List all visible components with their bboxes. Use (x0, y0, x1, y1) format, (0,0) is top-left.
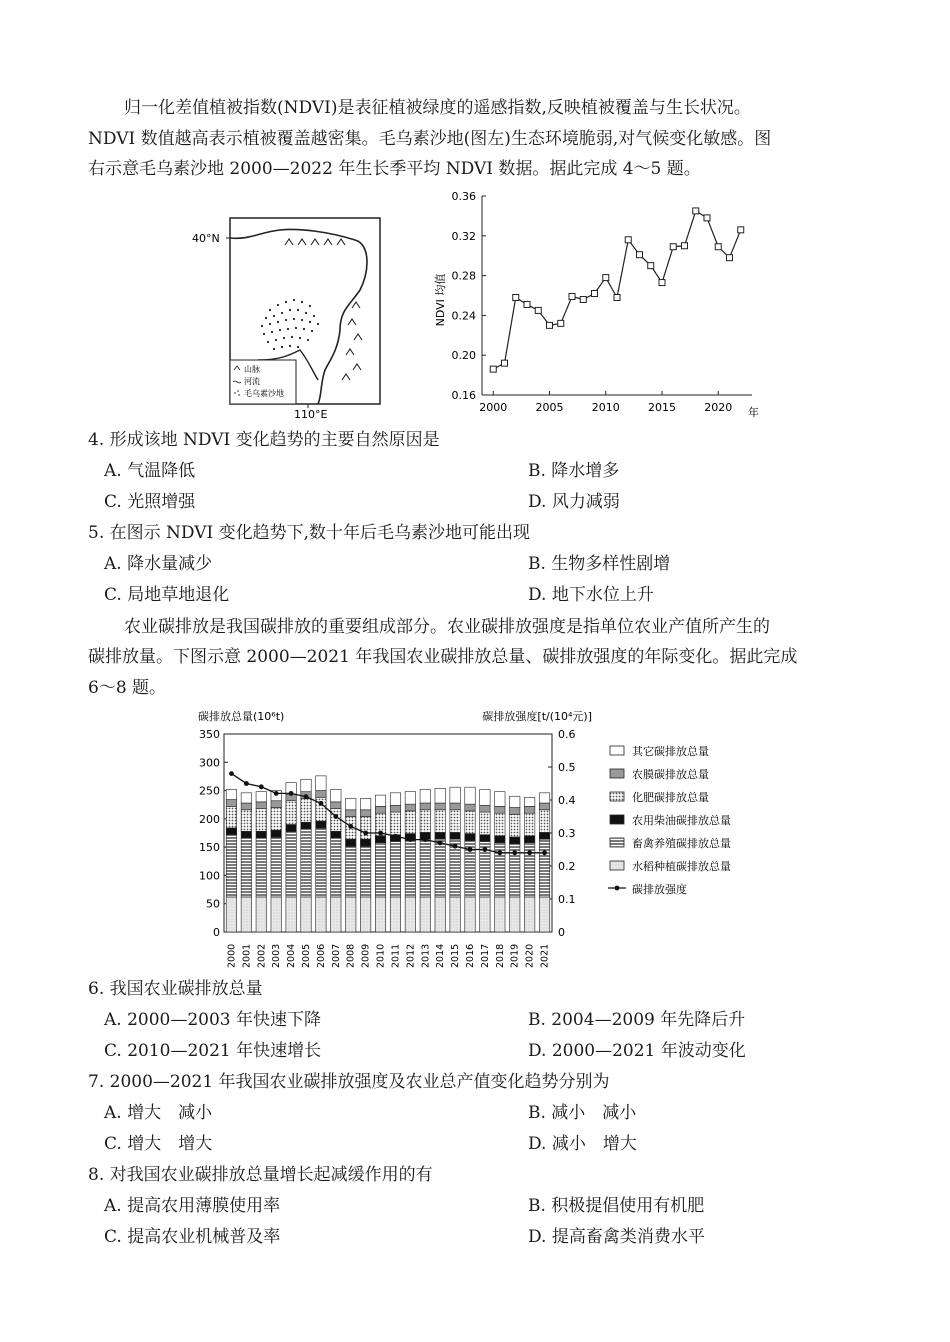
carbon-bar-segment (286, 825, 296, 832)
ndvi-point (580, 296, 586, 302)
carbon-intensity-point (274, 791, 279, 796)
carbon-xtick-label: 2021 (539, 943, 551, 968)
carbon-bar-segment (420, 810, 430, 833)
carbon-intensity-point (483, 847, 488, 852)
carbon-bar-segment (226, 800, 236, 807)
q8-stem: 8. 对我国农业碳排放总量增长起减缓作用的有 (88, 1165, 433, 1185)
carbon-intensity-point (408, 837, 413, 842)
carbon-bar-segment (331, 897, 341, 932)
carbon-bar-segment (510, 837, 520, 844)
carbon-bar-segment (301, 897, 311, 932)
carbon-legend-marker (615, 886, 620, 891)
carbon-bar-segment (226, 806, 236, 827)
carbon-xtick-label: 2019 (509, 943, 521, 968)
ndvi-xtick-label: 2015 (648, 401, 676, 414)
carbon-bar-segment (480, 897, 490, 932)
carbon-bar-segment (539, 810, 549, 833)
carbon-bar-segment (524, 897, 534, 932)
carbon-left-tick-label: 250 (199, 784, 220, 798)
carbon-bar-segment (331, 789, 341, 801)
ndvi-ylabel: NDVI 均值 (434, 273, 447, 327)
carbon-bar-segment (241, 831, 251, 838)
carbon-bar-segment (450, 897, 460, 932)
carbon-bar-segment (390, 812, 400, 835)
intro2-line-1: 农业碳排放是我国碳排放的重要组成部分。农业碳排放强度是指单位农业产值所产生的 (124, 617, 770, 637)
ndvi-point (569, 293, 575, 299)
carbon-bar-segment (524, 806, 534, 813)
carbon-bar-segment (480, 812, 490, 835)
carbon-bar-segment (256, 802, 266, 809)
carbon-xtick-label: 2014 (435, 943, 447, 968)
q4-option-d[interactable]: D. 风力减弱 (528, 492, 620, 512)
q7-option-d[interactable]: D. 减小 增大 (528, 1134, 637, 1154)
carbon-bar-segment (405, 897, 415, 932)
ndvi-point (704, 215, 710, 221)
carbon-bar-segment (331, 831, 341, 838)
ndvi-ytick-label: 0.24 (451, 309, 476, 323)
q5-option-c[interactable]: C. 局地草地退化 (104, 585, 230, 605)
carbon-xtick-label: 2002 (256, 943, 268, 968)
carbon-xtick-label: 2005 (301, 943, 312, 968)
carbon-bar-segment (420, 789, 430, 803)
carbon-bar-segment (390, 805, 400, 812)
carbon-bar-segment (316, 776, 326, 791)
carbon-bar-segment (241, 803, 251, 810)
carbon-bar-segment (435, 839, 445, 897)
ndvi-point (524, 301, 530, 307)
q7-option-a[interactable]: A. 增大 减小 (104, 1103, 213, 1123)
ndvi-series-line (493, 211, 741, 369)
carbon-bar-segment (346, 897, 356, 932)
carbon-xtick-label: 2000 (226, 943, 238, 968)
carbon-bar-segment (316, 821, 326, 828)
intro2-line-2: 碳排放量。下图示意 2000—2021 年我国农业碳排放总量、碳排放强度的年际变化。据此完成 (88, 647, 798, 667)
carbon-xtick-label: 2006 (315, 943, 327, 968)
carbon-legend-swatch (610, 792, 624, 801)
ndvi-ytick-label: 0.28 (451, 269, 476, 283)
carbon-bar-segment (435, 810, 445, 833)
carbon-bar-segment (390, 793, 400, 805)
carbon-bar-segment (360, 817, 370, 840)
carbon-bar-segment (301, 779, 311, 791)
carbon-right-tick-label: 0.6 (558, 728, 576, 741)
q5-option-d[interactable]: D. 地下水位上升 (528, 585, 654, 605)
q7-option-c[interactable]: C. 增大 增大 (104, 1134, 213, 1154)
carbon-bar-segment (405, 792, 415, 804)
carbon-xtick-label: 2017 (479, 943, 491, 968)
carbon-legend-swatch (610, 861, 624, 870)
carbon-bar-segment (420, 897, 430, 932)
carbon-bar-segment (450, 832, 460, 839)
ndvi-point (715, 244, 721, 250)
ndvi-point (625, 237, 631, 243)
q7-option-b[interactable]: B. 减小 减小 (528, 1103, 637, 1123)
carbon-legend-swatch (610, 838, 624, 847)
carbon-bar-segment (346, 810, 356, 817)
carbon-bar-segment (480, 805, 490, 812)
carbon-bar-segment (286, 801, 296, 825)
carbon-bar-segment (495, 813, 505, 836)
ndvi-xtick-label: 2000 (479, 401, 508, 414)
carbon-bar-segment (539, 803, 549, 810)
intro2-line-3: 6～8 题。 (88, 678, 167, 698)
carbon-bar-segment (435, 803, 445, 810)
carbon-bar-segment (539, 832, 549, 839)
carbon-bar-segment (316, 791, 326, 798)
intro-line-1: 归一化差值植被指数(NDVI)是表征植被绿度的遥感指数,反映植被覆盖与生长状况。 (124, 98, 751, 118)
carbon-left-tick-label: 300 (199, 756, 220, 770)
carbon-bar-segment (375, 836, 385, 843)
carbon-right-tick-label: 0.2 (558, 860, 576, 873)
carbon-left-axis-title: 碳排放总量(10⁶t) (198, 710, 285, 723)
carbon-xtick-label: 2009 (360, 943, 372, 968)
q8-option-a[interactable]: A. 提高农用薄膜使用率 (104, 1196, 281, 1216)
carbon-bar-segment (420, 803, 430, 810)
carbon-left-tick-label: 50 (206, 897, 220, 911)
carbon-left-tick-label: 350 (199, 728, 220, 741)
carbon-bar-segment (360, 897, 370, 932)
carbon-bar-segment (495, 897, 505, 932)
carbon-bar-segment (256, 838, 266, 897)
carbon-legend-label: 其它碳排放总量 (632, 745, 709, 758)
carbon-bar-segment (390, 897, 400, 932)
ndvi-point (513, 294, 519, 300)
carbon-bar-segment (256, 897, 266, 932)
carbon-left-tick-label: 200 (199, 812, 220, 826)
intro-line-2: NDVI 数值越高表示植被覆盖越密集。毛乌素沙地(图左)生态环境脆弱,对气候变化敏感。图 (88, 129, 772, 149)
carbon-bar-segment (256, 831, 266, 838)
carbon-intensity-point (423, 837, 428, 842)
ndvi-ytick-label: 0.16 (451, 389, 476, 402)
ndvi-line-chart (430, 188, 760, 420)
carbon-bar-segment (495, 806, 505, 813)
carbon-intensity-point (348, 824, 353, 829)
carbon-right-tick-label: 0.5 (558, 761, 576, 774)
carbon-left-tick-label: 100 (199, 869, 220, 883)
carbon-xtick-label: 2013 (420, 943, 432, 968)
legend-river: 河流 (244, 377, 260, 386)
carbon-bar-segment (241, 897, 251, 932)
ndvi-point (558, 320, 564, 326)
q6-option-a[interactable]: A. 2000—2003 年快速下降 (104, 1010, 322, 1030)
carbon-legend-label: 畜禽养殖碳排放总量 (632, 837, 731, 850)
carbon-bar-segment (331, 838, 341, 897)
lon-label: 110°E (294, 408, 328, 420)
carbon-legend-label: 农用柴油碳排放总量 (632, 814, 731, 827)
carbon-bar-segment (539, 897, 549, 932)
carbon-xtick-label: 2020 (524, 943, 536, 968)
carbon-bar-segment (301, 798, 311, 822)
carbon-bar-segment (271, 801, 281, 808)
carbon-bar-segment (465, 897, 475, 932)
carbon-left-tick-label: 0 (213, 926, 220, 939)
carbon-bar-segment (346, 798, 356, 809)
carbon-bar-segment (360, 846, 370, 897)
carbon-bar-segment (271, 830, 281, 837)
carbon-bar-segment (465, 804, 475, 811)
carbon-bar-segment (465, 787, 475, 804)
carbon-right-tick-label: 0.4 (558, 794, 576, 807)
carbon-intensity-point (542, 850, 547, 855)
carbon-bar-segment (480, 835, 490, 842)
carbon-right-tick-label: 0.3 (558, 827, 576, 840)
intro-line-3: 右示意毛乌素沙地 2000—2022 年生长季平均 NDVI 数据。据此完成 4～5 题。 (88, 159, 701, 179)
carbon-bar-segment (375, 843, 385, 897)
carbon-xtick-label: 2018 (494, 943, 506, 968)
ndvi-point (614, 294, 620, 300)
ndvi-point (535, 307, 541, 313)
carbon-bar-segment (465, 811, 475, 834)
carbon-bar-segment (405, 811, 415, 834)
sandland-dots (261, 299, 319, 350)
ndvi-point (592, 291, 598, 297)
carbon-bar-segment (241, 810, 251, 831)
ndvi-point (670, 244, 676, 250)
carbon-bar-segment (331, 802, 341, 809)
carbon-legend-swatch (610, 769, 624, 778)
carbon-bar-segment (450, 803, 460, 810)
carbon-bar-segment (286, 897, 296, 932)
carbon-intensity-point (244, 781, 249, 786)
carbon-right-tick-label: 0 (558, 926, 565, 939)
carbon-legend-swatch (610, 746, 624, 755)
carbon-bar-segment (226, 835, 236, 897)
q6-option-d[interactable]: D. 2000—2021 年波动变化 (528, 1041, 746, 1061)
ndvi-point (547, 322, 553, 328)
carbon-intensity-point (304, 794, 309, 799)
carbon-bar-segment (405, 840, 415, 897)
carbon-intensity-point (453, 844, 458, 849)
carbon-xtick-label: 2007 (330, 943, 342, 968)
carbon-bar-segment (375, 795, 385, 806)
carbon-legend-label: 农膜碳排放总量 (632, 768, 709, 781)
legend-mountain: 山脉 (244, 365, 260, 374)
carbon-intensity-point (512, 850, 517, 855)
carbon-bar-segment (346, 839, 356, 846)
q4-option-b[interactable]: B. 降水增多 (528, 461, 620, 481)
carbon-intensity-point (378, 831, 383, 836)
carbon-bar-segment (510, 796, 520, 807)
carbon-xtick-label: 2015 (450, 943, 462, 968)
carbon-bar-segment (524, 836, 534, 843)
legend-sandland: 毛乌素沙地 (244, 389, 284, 398)
carbon-bar-segment (301, 822, 311, 829)
carbon-bar-segment (480, 789, 490, 805)
carbon-bar-segment (360, 839, 370, 846)
ndvi-xtick-label: 2020 (704, 401, 733, 414)
ndvi-point (659, 280, 665, 286)
carbon-bar-segment (495, 792, 505, 807)
carbon-intensity-point (259, 784, 264, 789)
carbon-legend-label: 水稻种植碳排放总量 (632, 860, 731, 873)
carbon-bar-segment (301, 829, 311, 897)
carbon-emission-chart (180, 702, 780, 970)
carbon-intensity-point (319, 801, 324, 806)
ndvi-xtick-label: 2010 (591, 401, 620, 414)
carbon-intensity-point (289, 791, 294, 796)
carbon-bar-segment (331, 809, 341, 832)
carbon-bar-segment (360, 810, 370, 817)
carbon-bar-segment (271, 837, 281, 897)
ndvi-point (738, 227, 744, 233)
carbon-bar-segment (524, 813, 534, 836)
q7-stem: 7. 2000—2021 年我国农业碳排放强度及农业总产值变化趋势分别为 (88, 1072, 610, 1092)
ndvi-xtick-label: 2005 (535, 401, 564, 414)
q5-stem: 5. 在图示 NDVI 变化趋势下,数十年后毛乌素沙地可能出现 (88, 523, 531, 543)
carbon-bar-segment (450, 810, 460, 833)
carbon-bar-segment (226, 897, 236, 932)
ndvi-point (502, 360, 508, 366)
carbon-xtick-label: 2011 (390, 943, 402, 968)
carbon-xtick-label: 2016 (465, 943, 476, 968)
carbon-xtick-label: 2004 (286, 943, 298, 968)
carbon-intensity-point (333, 814, 338, 819)
carbon-bar-segment (450, 787, 460, 803)
carbon-intensity-point (527, 850, 532, 855)
carbon-bar-segment (435, 832, 445, 839)
carbon-bar-segment (375, 806, 385, 813)
q8-option-c[interactable]: C. 提高农业机械普及率 (104, 1227, 281, 1247)
carbon-bar-segment (271, 897, 281, 932)
carbon-bar-segment (524, 797, 534, 806)
carbon-bar-segment (241, 838, 251, 897)
ndvi-point (637, 252, 643, 258)
ndvi-point (603, 275, 609, 281)
carbon-bar-segment (510, 814, 520, 837)
carbon-bar-segment (375, 897, 385, 932)
carbon-xtick-label: 2008 (345, 943, 357, 968)
carbon-bar-segment (226, 789, 236, 799)
carbon-bar-segment (539, 793, 549, 803)
q5-option-a[interactable]: A. 降水量减少 (104, 554, 213, 574)
carbon-xtick-label: 2012 (405, 943, 417, 968)
carbon-xtick-label: 2010 (375, 943, 387, 968)
ndvi-point (648, 263, 654, 269)
q4-option-c[interactable]: C. 光照增强 (104, 492, 196, 512)
carbon-intensity-point (229, 771, 234, 776)
carbon-intensity-point (393, 834, 398, 839)
mu-us-map (190, 210, 390, 420)
carbon-legend-swatch (610, 815, 624, 824)
carbon-bar-segment (435, 897, 445, 932)
carbon-bar-segment (360, 798, 370, 809)
carbon-left-tick-label: 150 (199, 841, 220, 855)
ndvi-point (693, 208, 699, 214)
carbon-bar-segment (286, 831, 296, 897)
carbon-bar-segment (256, 792, 266, 802)
ndvi-xunit: 年 (748, 406, 759, 419)
lat-label: 40°N (192, 232, 220, 245)
carbon-bar-segment (420, 839, 430, 897)
q5-option-b[interactable]: B. 生物多样性剧增 (528, 554, 671, 574)
carbon-bar-segment (510, 808, 520, 815)
carbon-bar-segment (271, 808, 281, 831)
ndvi-point (682, 243, 688, 249)
carbon-legend-label: 化肥碳排放总量 (632, 791, 709, 804)
q8-option-b[interactable]: B. 积极提倡使用有机肥 (528, 1196, 705, 1216)
q6-option-b[interactable]: B. 2004—2009 年先降后升 (528, 1010, 746, 1030)
carbon-right-tick-label: 0.1 (558, 893, 576, 906)
carbon-bar-segment (390, 841, 400, 896)
carbon-intensity-point (363, 831, 368, 836)
carbon-intensity-point (497, 850, 502, 855)
ndvi-ytick-label: 0.20 (451, 349, 476, 363)
carbon-bar-segment (346, 846, 356, 897)
carbon-bar-segment (510, 897, 520, 932)
carbon-bar-segment (495, 836, 505, 843)
carbon-bar-segment (226, 828, 236, 835)
carbon-bar-segment (435, 788, 445, 803)
carbon-bar-segment (241, 793, 251, 803)
q6-stem: 6. 我国农业碳排放总量 (88, 979, 263, 999)
carbon-bar-segment (316, 897, 326, 932)
carbon-xtick-label: 2003 (271, 943, 283, 968)
q6-option-c[interactable]: C. 2010—2021 年快速增长 (104, 1041, 322, 1061)
carbon-intensity-point (438, 841, 443, 846)
carbon-bar-segment (256, 809, 266, 832)
q4-stem: 4. 形成该地 NDVI 变化趋势的主要自然原因是 (88, 430, 440, 450)
carbon-bar-segment (465, 834, 475, 841)
carbon-xtick-label: 2001 (241, 943, 253, 968)
q4-option-a[interactable]: A. 气温降低 (104, 461, 196, 481)
carbon-bar-segment (539, 839, 549, 897)
carbon-bar-segment (316, 828, 326, 897)
ndvi-point (490, 366, 496, 372)
carbon-bar-segment (405, 804, 415, 811)
carbon-right-axis-title: 碳排放强度[t/(10⁴元)] (482, 710, 592, 723)
carbon-legend-label: 碳排放强度 (632, 883, 687, 896)
ndvi-point (727, 255, 733, 261)
ndvi-ytick-label: 0.36 (451, 190, 476, 203)
carbon-intensity-point (468, 847, 473, 852)
ndvi-ytick-label: 0.32 (451, 229, 476, 243)
q8-option-d[interactable]: D. 提高畜禽类消费水平 (528, 1227, 705, 1247)
